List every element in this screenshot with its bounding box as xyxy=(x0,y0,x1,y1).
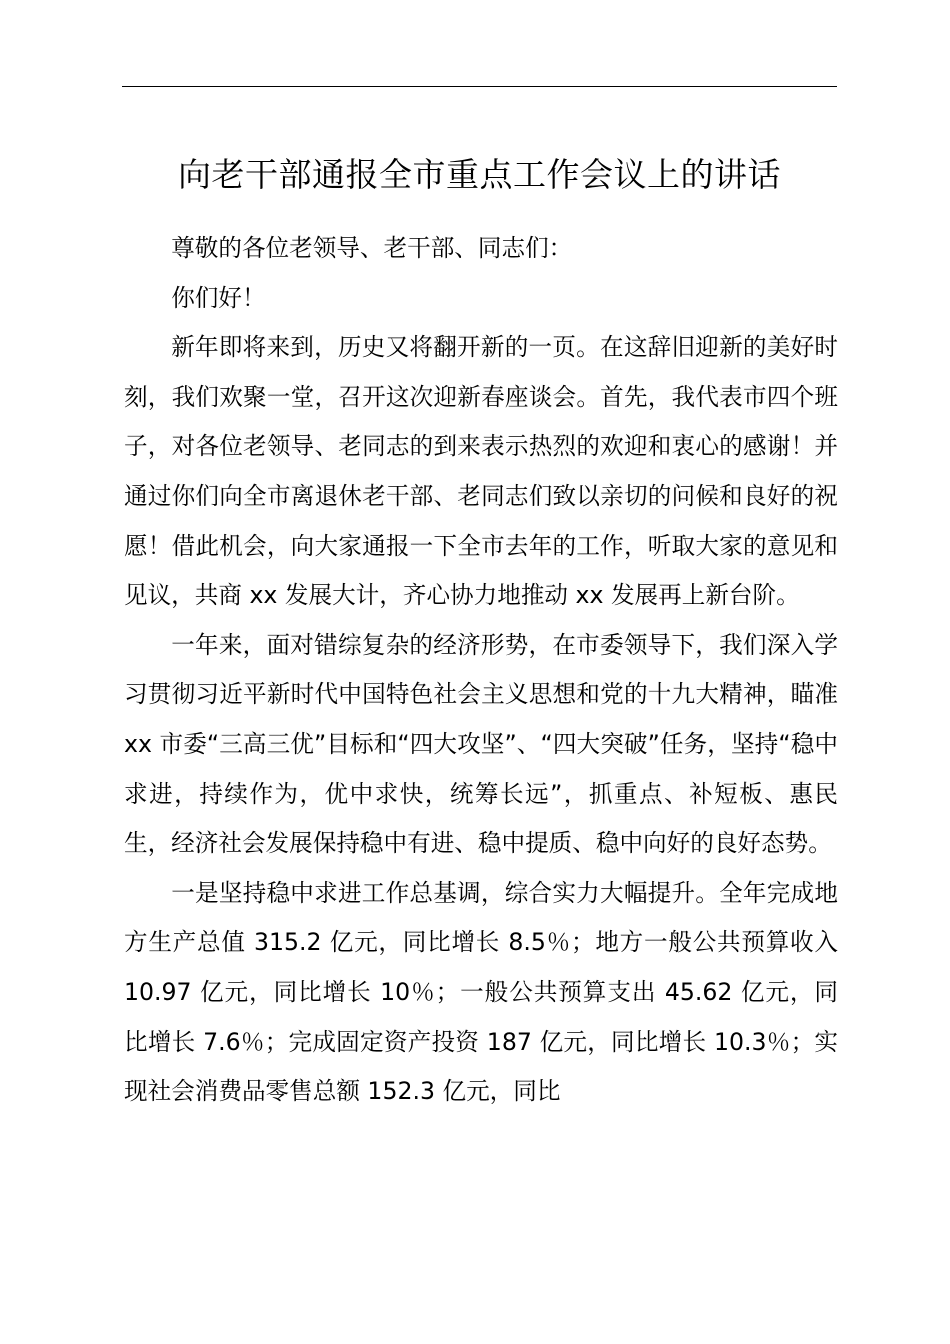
economy-paragraph: 一是坚持稳中求进工作总基调，综合实力大幅提升。全年完成地方生产总值 315.2 亿元，同比增长 8.5％；地方一般公共预算收入 10.97 亿元，同比增长 10％；一般公共预算支出 45.62 亿元，同比增长 7.6％；完成固定资产投资 187 亿元，同比增长 10.3％；实现社会消费品零售总额 152.3 亿元，同比 xyxy=(124,878,838,1106)
header-rule xyxy=(122,86,837,87)
salutation-paragraph: 尊敬的各位老领导、老干部、同志们： xyxy=(171,234,573,262)
document-body xyxy=(124,224,838,1117)
document-title: 向老干部通报全市重点工作会议上的讲话 xyxy=(178,155,781,194)
overview-paragraph: 一年来，面对错综复杂的经济形势，在市委领导下，我们深入学习贯彻习近平新时代中国特色社会主义思想和党的十九大精神，瞄准 xx 市委“三高三优”目标和“四大攻坚”、“四大突破”任务，坚持“稳中求进，持续作为，优中求快，统筹长远”，抓重点、补短板、惠民生，经济社会发展保持稳中有进、稳中提质、稳中向好的良好态势。 xyxy=(124,630,838,858)
greeting-paragraph: 你们好！ xyxy=(171,283,266,312)
opening-paragraph: 新年即将来到，历史又将翻开新的一页。在这辞旧迎新的美好时刻，我们欢聚一堂，召开这次迎新春座谈会。首先，我代表市四个班子，对各位老领导、老同志的到来表示热烈的欢迎和衷心的感谢！并通过你们向全市离退休老干部、老同志们致以亲切的问候和良好的祝愿！借此机会，向大家通报一下全市去年的工作，听取大家的意见和见议，共商 xx 发展大计，齐心协力地推动 xx 发展再上新台阶。 xyxy=(124,333,838,610)
